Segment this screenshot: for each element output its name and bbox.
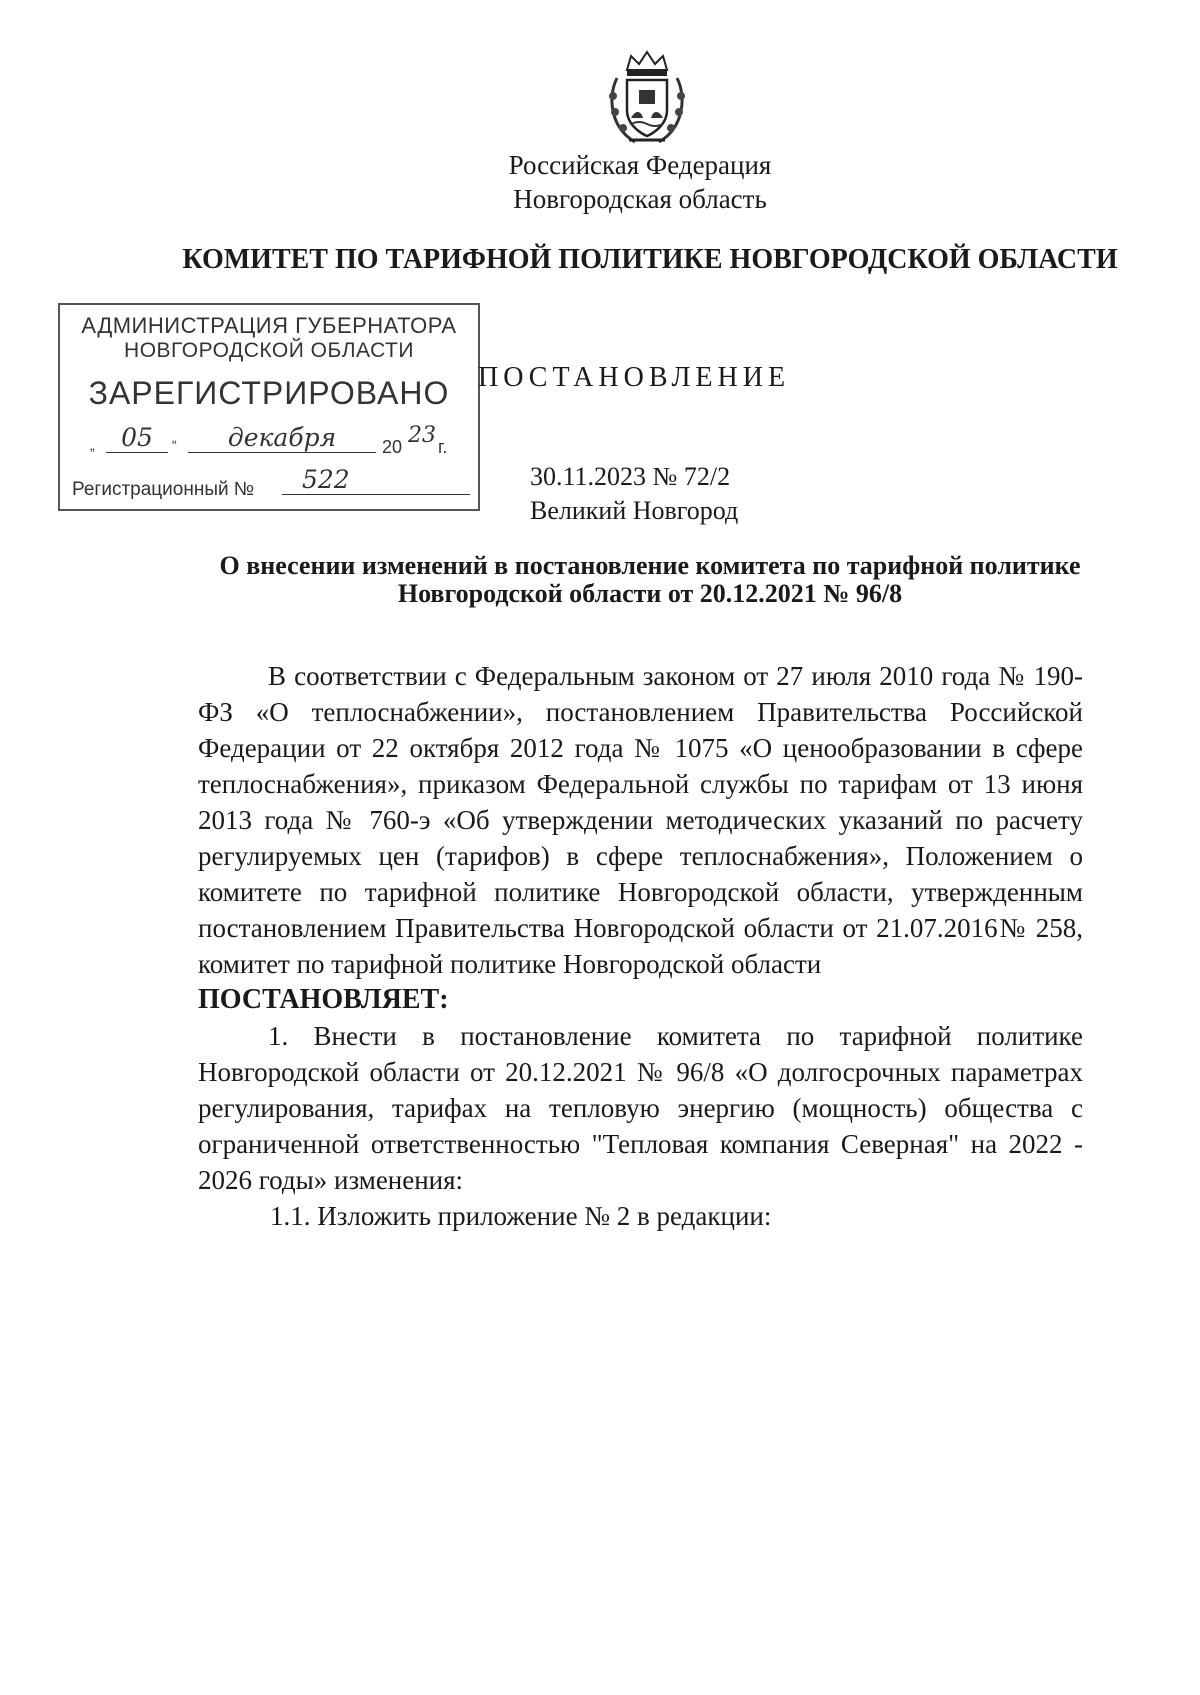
registration-stamp [58, 303, 480, 511]
document-title: О внесении изменений в постановление комитета по тарифной политике Новгородской области от 20.12.2021 № 96/8 [219, 551, 1081, 608]
resolves-heading: ПОСТАНОВЛЯЕТ: [198, 984, 449, 1015]
item-1-paragraph: 1. Внести в постановление комитета по тарифной политике Новгородской области от 20.12.2021 № 96/8 «О долгосрочных параметрах регулирования, тарифах на тепловую энергию (мощность) общества с ограниченной ответственностью "Тепловая компания Северная" на 2022 - 2026 годы» изменения: [198, 1021, 1083, 1195]
stamp-quote-close: “ [172, 437, 177, 453]
stamp-year-suffix: 23 [408, 423, 436, 448]
document-date-number: 30.11.2023 № 72/2 [530, 462, 731, 491]
stamp-year-prefix: 20 [382, 437, 403, 457]
stamp-authority-line1: АДМИНИСТРАЦИЯ ГУБЕРНАТОРА [81, 313, 457, 338]
coat-of-arms-icon [605, 48, 689, 148]
stamp-date-row [90, 423, 470, 463]
document-city: Великий Новгород [530, 496, 739, 525]
stamp-month: декабря [188, 423, 376, 453]
region-name: Новгородская область [513, 184, 767, 214]
country-name: Российская Федерация [508, 150, 772, 180]
committee-name: КОМИТЕТ ПО ТАРИФНОЙ ПОЛИТИКЕ НОВГОРОДСКОЙ ОБЛАСТИ [182, 244, 1118, 275]
document-body [198, 658, 1083, 1234]
stamp-status: ЗАРЕГИСТРИРОВАНО [88, 375, 450, 411]
stamp-day: 05 [106, 423, 168, 453]
stamp-authority-line2: НОВГОРОДСКОЙ ОБЛАСТИ [124, 339, 414, 362]
item-1-1-paragraph: 1.1. Изложить приложение № 2 в редакции: [270, 1201, 772, 1231]
stamp-year-unit: г. [438, 437, 448, 457]
stamp-quote-open: „ [90, 437, 95, 453]
stamp-reg-label: Регистрационный № [72, 479, 255, 500]
preamble-paragraph: В соответствии с Федеральным законом от 27 июля 2010 года № 190-ФЗ «О теплоснабжении», постановлением Правительства Российской Федерации от 22 октября 2012 года № 1075 «О ценообразовании в сфере теплоснабжения», приказом Федеральной службы по тарифам от 13 июня 2013 года № 760-э «Об утверждении методических указаний по расчету регулируемых цен (тарифов) в сфере теплоснабжения», Положением о комитете по тарифной политике Новгородской области, утвержденным постановлением Правительства Новгородской области от 21.07.2016№ 258, комитет по тарифной политике Новгородской области [198, 661, 1083, 979]
stamp-reg-number: 522 [282, 465, 470, 495]
document-type: ПОСТАНОВЛЕНИЕ [478, 362, 791, 393]
